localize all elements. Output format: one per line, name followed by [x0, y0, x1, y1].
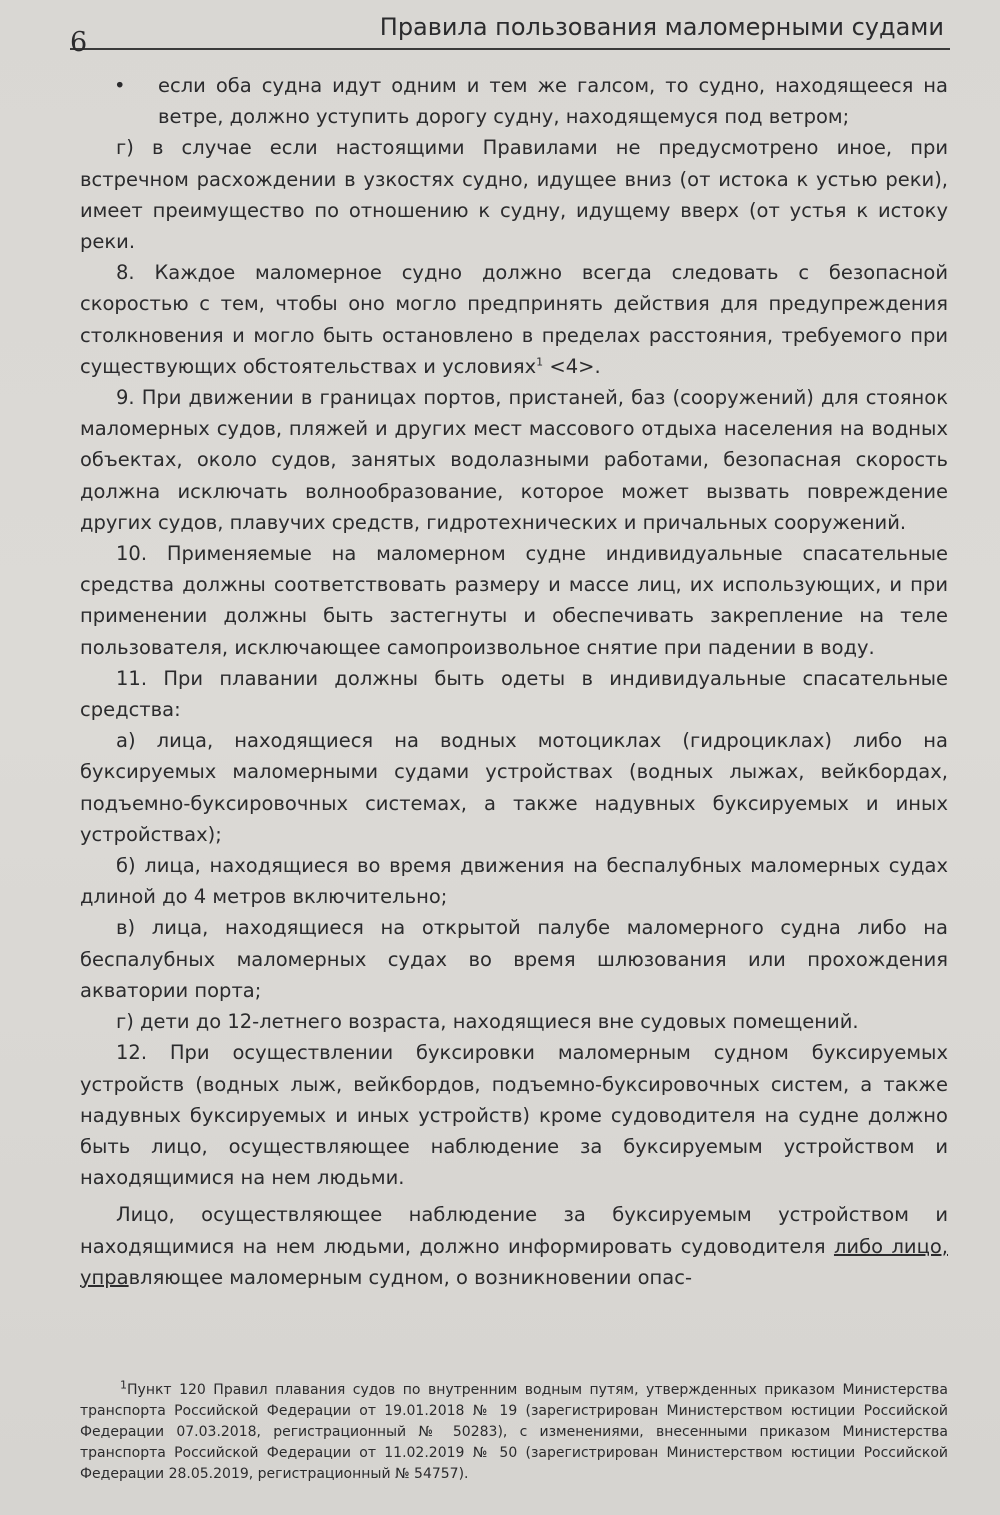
bullet-mark: •: [114, 74, 126, 97]
paragraph-11g: г) дети до 12-летнего возраста, находящиеся вне судовых помещений.: [116, 1010, 859, 1034]
footnote-reference: 1: [536, 355, 544, 369]
paragraph-10: 10. Применяемые на маломерном судне индивидуальные спасательные средства должны соответствовать размеру и массе лиц, их использующих, и при применении должны быть застегнуты и обеспечивать закрепление на теле пользователя, исключающее самопроизвольное снятие при падении в воду.: [80, 542, 948, 659]
bullet-text: если оба судна идут одним и тем же галсом, то судно, находящееся на ветре, должно уступить дорогу судну, находящемуся под ветром;: [158, 74, 948, 129]
paragraph-11a: а) лица, находящиеся на водных мотоциклах (гидроциклах) либо на буксируемых маломерными судами устройствах (водных лыжах, вейкбордах, подъемно-буксировочных системах, а также надувных буксируемых и иных устройствах);: [80, 729, 948, 846]
page-number: 6: [70, 27, 88, 58]
paragraph-11v: в) лица, находящиеся на открытой палубе маломерного судна либо на беспалубных маломерных судах во время шлюзования или прохождения акватории порта;: [80, 916, 948, 1002]
paragraph-9: 9. При движении в границах портов, пристаней, баз (сооружений) для стоянок маломерных судов, пляжей и других мест массового отдыха населения на водных объектах, около судов, занятых водолазными работами, безопасная скорость должна исключать волнообразование, которое может вызвать повреждение других судов, плавучих средств, гидротехнических и причальных сооружений.: [80, 386, 948, 534]
paragraph-8-tail: <4>.: [543, 354, 601, 378]
footnote-1: [80, 1380, 948, 1485]
paragraph-7g: г) в случае если настоящими Правилами не предусмотрено иное, при встречном расхождении в узкостях судно, идущее вниз (от истока к устью реки), имеет преимущество по отношению к судну, идущему вверх (от устья к истоку реки.: [80, 136, 948, 254]
bullet-paragraph: [80, 70, 948, 132]
running-header: [70, 0, 950, 58]
main-text: [80, 70, 948, 1293]
paragraph-11b: б) лица, находящиеся во время движения на беспалубных маломерных судах длиной до 4 метров включительно;: [80, 854, 948, 909]
paragraph-12: 12. При осуществлении буксировки маломерным судном буксируемых устройств (водных лыж, вейкбордов, подъемно-буксировочных систем, а также надувных буксируемых и иных устройств) кроме судоводителя на судне должно быть лицо, осуществляющее наблюдение за буксируемым устройством и находящимися на нем людьми.: [80, 1041, 948, 1190]
paragraph-11: 11. При плавании должны быть одеты в индивидуальные спасательные средства:: [80, 666, 948, 722]
running-title: Правила пользования маломерными судами: [379, 13, 944, 41]
observer-text-start: Лицо, осуществляющее наблюдение за буксируемым устройством и находящимися на нем людьми, должно информировать судоводителя: [80, 1203, 948, 1258]
paragraph-observer: [80, 1199, 948, 1293]
footnotes: [80, 1380, 948, 1485]
paragraph-8-text: 8. Каждое маломерное судно должно всегда следовать с безопасной скоростью с тем, чтобы оно могло предпринять действия для предупреждения столкновения и могло быть остановлено в пределах расстояния, требуемого при существующих обстоятельствах и условиях: [80, 261, 948, 378]
paragraph-8: [80, 257, 948, 382]
footnote-text: Пункт 120 Правил плавания судов по внутренним водным путям, утвержденных приказом Министерства транспорта Российской Федерации от 19.01.2018 № 19 (зарегистрирован Министерством юстиции Российской Федерации 07.03.2018, регистрационный № 50283), с изменениями, внесенными приказом Министерства транспорта Российской Федерации от 11.02.2019 № 50 (зарегистрирован Министерством юстиции Российской Федерации 28.05.2019, регистрационный № 54757).: [80, 1382, 948, 1482]
observer-text-end: вляющее маломерным судном, о возникновении опас-: [128, 1265, 692, 1289]
observer-underlined-text: либо лицо, упра: [80, 1234, 948, 1289]
footnote-mark: 1: [120, 1378, 127, 1392]
